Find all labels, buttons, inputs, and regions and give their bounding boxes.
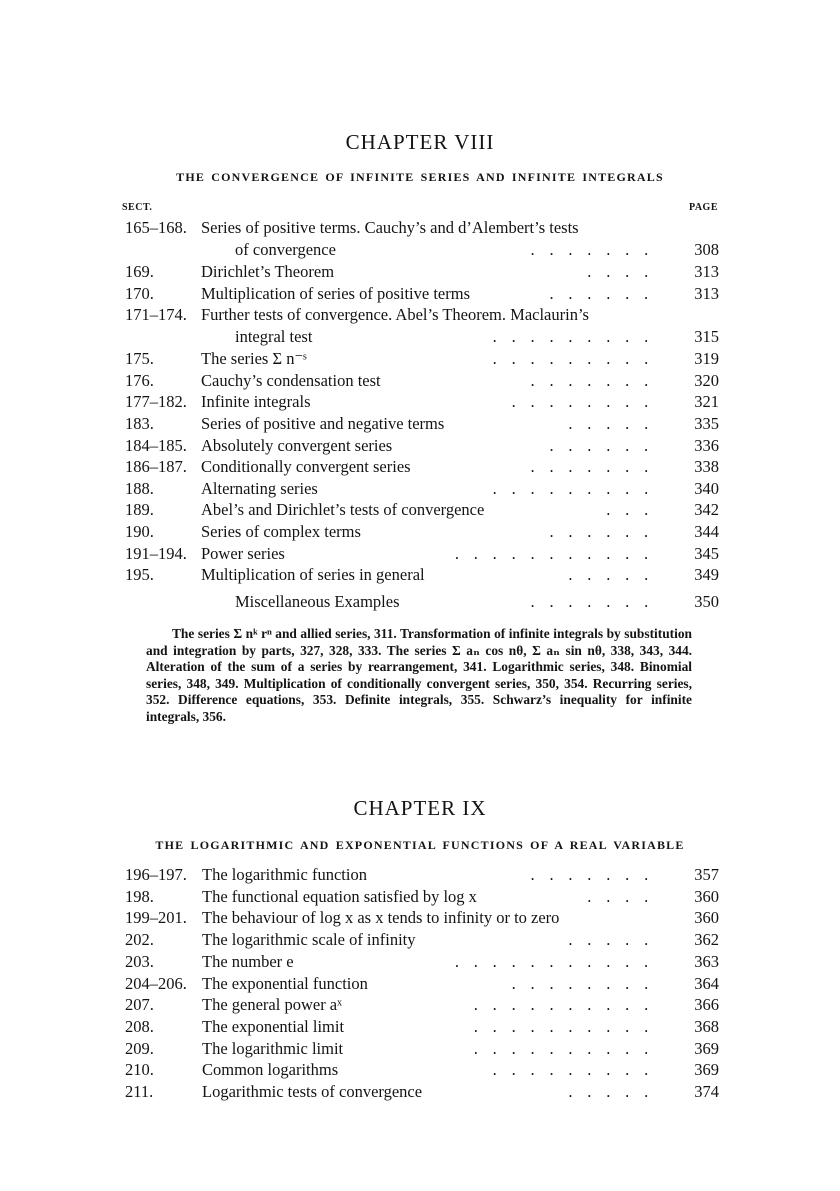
page-number: 344 [694, 522, 719, 541]
toc-entry [125, 413, 719, 435]
page-number: 313 [694, 283, 719, 303]
section-number: 177–182. [125, 392, 187, 412]
entry-title: The logarithmic function [202, 865, 367, 884]
section-number: 210. [125, 1060, 154, 1080]
entry-title: The logarithmic scale of infinity [202, 930, 416, 950]
dot-leader: ..... [568, 930, 663, 950]
toc-entry [125, 217, 719, 239]
dot-leader: ......... [492, 478, 663, 498]
sect-column-header: SECT. [122, 202, 153, 213]
section-number: 171–174. [125, 305, 187, 325]
dot-leader: ....... [530, 370, 663, 390]
page-number: 345 [694, 543, 719, 563]
toc-entry [125, 239, 719, 261]
entry-title: Absolutely convergent series [201, 435, 393, 455]
page-number: 369 [694, 1038, 719, 1058]
toc-entry [125, 391, 719, 413]
entry-title: integral test [235, 327, 313, 347]
section-number: 202. [125, 930, 154, 950]
chapter-9-heading: CHAPTER IX [353, 796, 487, 820]
page-number: 335 [694, 414, 719, 433]
toc-entry [125, 348, 719, 370]
dot-leader: .... [587, 886, 663, 906]
section-number: 190. [125, 522, 154, 541]
section-number: 183. [125, 414, 154, 433]
section-number: 196–197. [125, 865, 187, 884]
chapter-8-notes: The series Σ nᵏ rⁿ and allied series, 311. Transformation of infinite integrals by substitution and integration by parts, 327, 328, 333. The series Σ aₙ cos nθ, Σ aₙ sin nθ, 338, 343, 344. Alteration of the sum of a series by rearrangement, 341. Logarithmic series, 348. Binomial series, 348, 349. Multiplication of conditionally convergent series, 350, 354. Recurring series, 352. Difference equations, 353. Definite integrals, 355. Schwarz’s inequality for infinite integrals, 356. [146, 626, 692, 724]
entry-title: Series of complex terms [201, 522, 361, 541]
toc-entry [125, 929, 719, 951]
dot-leader: ......... [492, 327, 663, 347]
page-number: 315 [694, 327, 719, 347]
entry-title: Series of positive terms. Cauchy’s and d’Alembert’s tests [201, 218, 579, 237]
section-number: 184–185. [125, 435, 187, 455]
page-number: 363 [694, 951, 719, 971]
page-number: 366 [694, 995, 719, 1015]
toc-entry [125, 543, 719, 565]
page-number: 308 [694, 240, 719, 259]
page-number: 342 [694, 500, 719, 520]
page-number: 349 [694, 565, 719, 585]
toc-entry [125, 499, 719, 521]
section-number: 198. [125, 886, 154, 906]
dot-leader: ....... [530, 240, 663, 259]
page-number: 374 [694, 1082, 719, 1101]
section-number: 170. [125, 283, 154, 303]
toc-entry [125, 994, 719, 1016]
entry-title: Multiplication of series in general [201, 565, 425, 585]
entry-title: The general power aˣ [202, 995, 342, 1015]
page-number: 360 [694, 908, 719, 928]
toc-entry [125, 521, 719, 543]
dot-leader: ....... [530, 591, 663, 611]
entry-title: The behaviour of log x as x tends to infinity or to zero [202, 908, 560, 928]
dot-leader: ........ [511, 973, 663, 993]
section-number: 188. [125, 478, 154, 498]
page-number: 369 [694, 1060, 719, 1080]
toc-entry [125, 1038, 719, 1060]
chapter-9-subtitle: THE LOGARITHMIC AND EXPONENTIAL FUNCTIONS OF A REAL VARIABLE [155, 838, 685, 852]
page-number: 364 [694, 973, 719, 993]
toc-entry [125, 564, 719, 586]
dot-leader: .......... [473, 995, 663, 1015]
entry-title: The logarithmic limit [202, 1038, 344, 1058]
dot-leader: ...... [549, 283, 663, 303]
entry-title: Alternating series [201, 478, 318, 498]
entry-title: Abel’s and Dirichlet’s tests of convergence [201, 500, 485, 520]
page-number: 362 [694, 930, 719, 950]
dot-leader: ...... [549, 522, 663, 541]
entry-title: The functional equation satisfied by log x [202, 886, 477, 906]
page-number: 357 [694, 865, 719, 884]
dot-leader: ......... [492, 349, 663, 369]
page-number: 350 [694, 591, 719, 611]
toc-entry [125, 456, 719, 478]
entry-title: Infinite integrals [201, 392, 311, 412]
entry-title: Series of positive and negative terms [201, 414, 445, 433]
toc-entry [125, 591, 719, 613]
dot-leader: .......... [473, 1016, 663, 1036]
page-number: 338 [694, 457, 719, 477]
toc-entry [125, 304, 719, 326]
entry-title: Common logarithms [202, 1060, 339, 1080]
section-number: 209. [125, 1038, 154, 1058]
page-number: 368 [694, 1016, 719, 1036]
section-number: 176. [125, 370, 154, 390]
entry-title: of convergence [235, 240, 336, 259]
page-number: 320 [694, 370, 719, 390]
section-number: 191–194. [125, 543, 187, 563]
dot-leader: ........... [454, 951, 663, 971]
toc-entry [125, 1081, 719, 1103]
section-number: 211. [125, 1082, 154, 1101]
chapter-8-subtitle: THE CONVERGENCE OF INFINITE SERIES AND INFINITE INTEGRALS [176, 170, 664, 184]
entry-title: Miscellaneous Examples [235, 591, 400, 611]
toc-entry [125, 886, 719, 908]
dot-leader: ..... [568, 414, 663, 433]
section-number: 199–201. [125, 908, 187, 928]
entry-title: Further tests of convergence. Abel’s Theorem. Maclaurin’s [201, 305, 589, 325]
section-number: 203. [125, 951, 154, 971]
entry-title: Conditionally convergent series [201, 457, 411, 477]
section-number: 165–168. [125, 218, 187, 237]
dot-leader: ........ [511, 392, 663, 412]
section-number: 186–187. [125, 457, 187, 477]
entry-title: Logarithmic tests of convergence [202, 1082, 423, 1101]
toc-entry [125, 951, 719, 973]
section-number: 204–206. [125, 973, 187, 993]
dot-leader: ....... [530, 865, 663, 884]
toc-entry [125, 1016, 719, 1038]
page-number: 336 [694, 435, 719, 455]
entry-title: Multiplication of series of positive terms [201, 283, 470, 303]
toc-entry [125, 973, 719, 995]
page-number: 321 [694, 392, 719, 412]
toc-entry [125, 478, 719, 500]
toc-entry [125, 370, 719, 392]
entry-title: The series Σ n⁻ˢ [201, 349, 307, 369]
page-column-header: PAGE [688, 202, 718, 213]
toc-entry [125, 907, 719, 929]
toc-entry [125, 326, 719, 348]
entry-title: The number e [202, 951, 294, 971]
entry-title: The exponential limit [202, 1016, 345, 1036]
section-number: 175. [125, 349, 154, 369]
dot-leader: ....... [530, 457, 663, 477]
toc-entry [125, 261, 719, 283]
page-number: 313 [694, 262, 719, 281]
section-number: 207. [125, 995, 154, 1015]
page-number: 360 [694, 886, 719, 906]
toc-entry [125, 283, 719, 305]
entry-title: Power series [201, 543, 285, 563]
chapter-8-heading: CHAPTER VIII [345, 130, 495, 154]
entry-title: Cauchy’s condensation test [201, 370, 381, 390]
dot-leader: .......... [473, 1038, 663, 1058]
dot-leader: ..... [568, 565, 663, 585]
entry-title: Dirichlet’s Theorem [201, 262, 335, 281]
page-number: 319 [694, 349, 719, 369]
section-number: 169. [125, 262, 154, 281]
dot-leader: ........... [454, 543, 663, 563]
dot-leader: .... [587, 262, 663, 281]
toc-entry [125, 864, 719, 886]
toc-entry [125, 435, 719, 457]
dot-leader: ... [606, 500, 663, 520]
dot-leader: ...... [549, 435, 663, 455]
section-number: 195. [125, 565, 154, 585]
entry-title: The exponential function [202, 973, 368, 993]
dot-leader: ......... [492, 1060, 663, 1080]
section-number: 189. [125, 500, 154, 520]
page-number: 340 [694, 478, 719, 498]
toc-entry [125, 1059, 719, 1081]
section-number: 208. [125, 1016, 154, 1036]
dot-leader: ..... [568, 1082, 663, 1101]
